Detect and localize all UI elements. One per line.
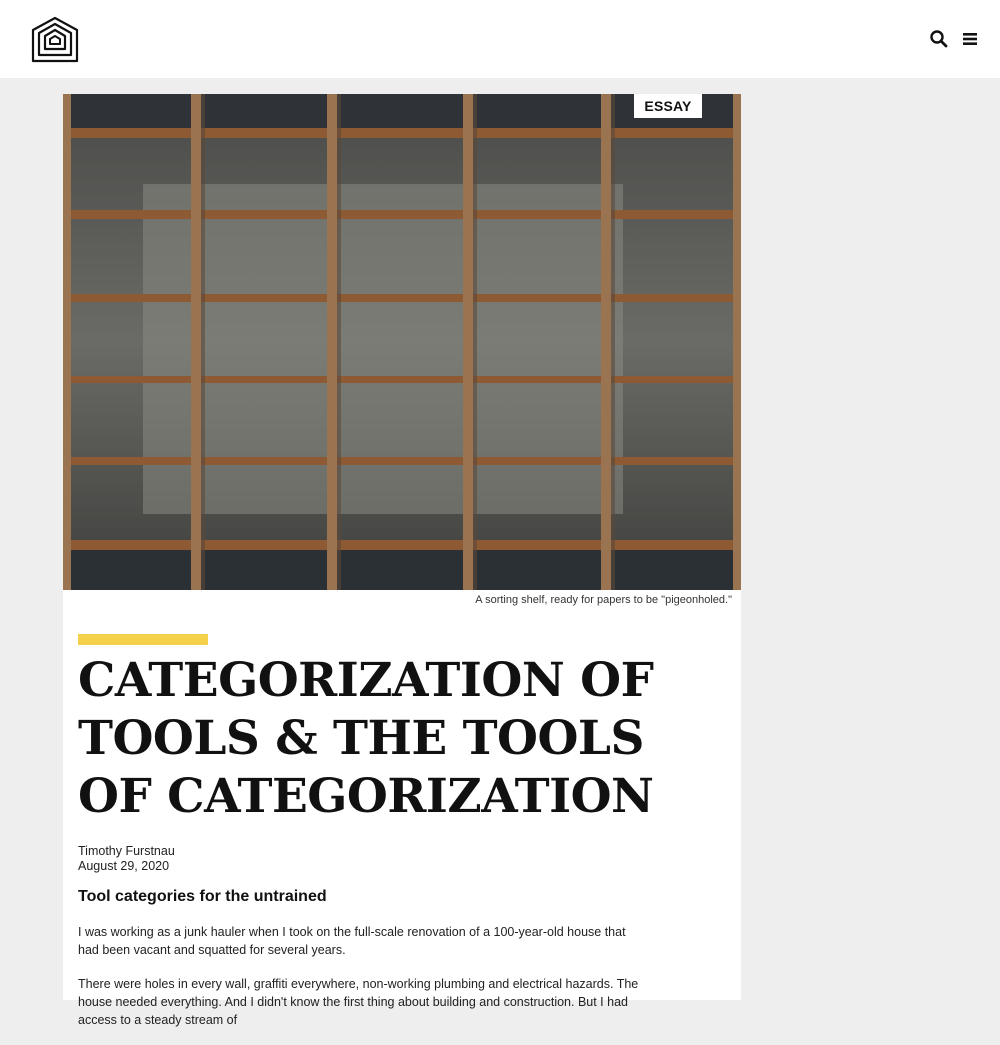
section-subhead: Tool categories for the untrained: [78, 888, 327, 905]
search-icon[interactable]: [928, 28, 950, 50]
hero-image-sorting-shelf: [63, 94, 741, 590]
nested-house-logo-icon[interactable]: [31, 16, 79, 63]
article-body: [78, 923, 643, 1045]
hamburger-menu-icon[interactable]: [959, 28, 981, 50]
body-paragraph: I was working as a junk hauler when I took on the full-scale renovation of a 100-year-old house that had been vacant and squatted for several years.: [78, 925, 626, 957]
hero-caption: A sorting shelf, ready for papers to be "pigeonholed.": [475, 594, 732, 606]
category-badge[interactable]: ESSAY: [634, 94, 702, 118]
body-paragraph: There were holes in every wall, graffiti everywhere, non-working plumbing and electrical hazards. The house needed everything. And I didn't know the first thing about building and construction. But I had access to a steady stream of: [78, 977, 639, 1027]
article-card: [63, 94, 741, 1027]
accent-bar: [78, 634, 208, 645]
article-title: CATEGORIZATION OF TOOLS & THE TOOLS OF CATEGORIZATION: [78, 653, 654, 824]
site-header: [0, 0, 1000, 78]
publish-date: August 29, 2020: [78, 859, 170, 873]
byline: [78, 844, 175, 874]
author-name[interactable]: Timothy Furstnau: [78, 844, 175, 858]
